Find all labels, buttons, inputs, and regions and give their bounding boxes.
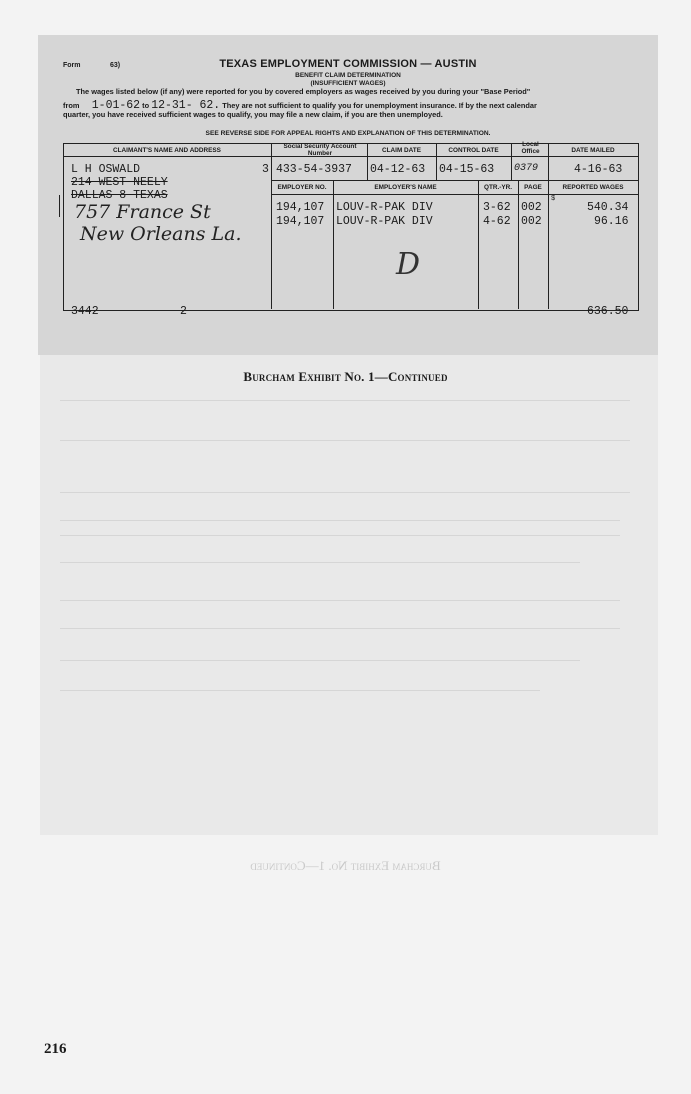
ssn-value: 433-54-3937: [276, 163, 352, 176]
benefit-claim-form: [38, 35, 658, 355]
handwritten-address-2: New Orleans La.: [80, 223, 242, 245]
period-start: 1-01-62: [91, 99, 141, 112]
col-divider: [478, 180, 479, 309]
claim-date-value: 04-12-63: [370, 163, 426, 176]
bleed-line: [60, 440, 630, 441]
exhibit-stamp-d: D: [396, 247, 421, 282]
form-title: TEXAS EMPLOYMENT COMMISSION — AUSTIN: [219, 58, 477, 70]
ssn-header: Social Security Account Number: [283, 143, 357, 157]
col-divider: [518, 180, 519, 309]
claimant-name: L H OSWALD: [71, 163, 141, 176]
date-mailed-header: DATE MAILED: [571, 147, 615, 154]
bleed-line: [60, 492, 630, 493]
footer-number: 2: [180, 305, 187, 318]
claimant-header: CLAIMANT'S NAME AND ADDRESS: [113, 147, 221, 154]
row2-employer-no: 194,107: [276, 215, 325, 228]
address-line-1: 214 WEST NEELY: [71, 176, 168, 189]
form-subtitle-note: (INSUFFICIENT WAGES): [310, 80, 386, 87]
notice-line-1: The wages listed below (if any) were reported for you by covered employers as wages received by you during your "Base Period": [76, 87, 531, 96]
row2-wages: 96.16: [594, 215, 629, 228]
employer-header-rule-top: [271, 180, 638, 181]
row1-wages: 540.34: [587, 201, 629, 214]
bleed-line: [60, 600, 620, 601]
col-divider: [333, 180, 334, 309]
period-end: 12-31- 62.: [151, 99, 221, 112]
form-label: Form: [63, 62, 81, 69]
digit-three: 3: [262, 163, 269, 176]
control-date-value: 04-15-63: [439, 163, 495, 176]
row2-page: 002: [521, 215, 542, 228]
exhibit-caption: Burcham Exhibit No. 1—Continued: [243, 369, 448, 384]
col-divider: [511, 143, 512, 180]
col-divider: [548, 143, 549, 309]
qtr-yr-header: QTR.-YR.: [483, 184, 513, 191]
page-header: PAGE: [524, 184, 542, 191]
see-reverse-note: SEE REVERSE SIDE FOR APPEAL RIGHTS AND EXPLANATION OF THIS DETERMINATION.: [205, 130, 491, 137]
row1-employer-name: LOUV-R-PAK DIV: [336, 201, 433, 214]
mirrored-caption: Burcham Exhibit No. 1—Continued: [250, 858, 441, 873]
row1-qtr: 3-62: [483, 201, 511, 214]
handwritten-address-1: 757 France St: [74, 201, 211, 223]
local-office-value: 0379: [514, 163, 539, 174]
notice-line-2-rest: They are not sufficient to qualify you for unemployment insurance. If by the next calendar: [222, 101, 537, 110]
handwritten-bracket: [59, 195, 60, 217]
bleed-line: [60, 690, 540, 691]
row2-employer-name: LOUV-R-PAK DIV: [336, 215, 433, 228]
local-office-header: Local Office: [521, 141, 540, 155]
to-label: to: [142, 101, 150, 110]
bleed-line: [60, 628, 620, 629]
bleed-line: [60, 400, 630, 401]
dollar-sign: $: [551, 195, 556, 203]
bleed-line: [60, 535, 620, 536]
notice-line-3: quarter, you have received sufficient wages to qualify, you may file a new claim, if you are then unemployed.: [63, 110, 443, 119]
employer-name-header: EMPLOYER'S NAME: [374, 184, 437, 191]
row2-qtr: 4-62: [483, 215, 511, 228]
page-number: 216: [44, 1041, 67, 1057]
bleed-line: [60, 520, 620, 521]
employer-header-rule-bottom: [271, 194, 638, 195]
form-number: 63): [110, 62, 121, 69]
reverse-bleed-through: [40, 355, 658, 835]
from-label: from: [63, 101, 80, 110]
total-wages: 636.50: [587, 305, 629, 318]
bleed-line: [60, 562, 580, 563]
row1-employer-no: 194,107: [276, 201, 325, 214]
row1-page: 002: [521, 201, 542, 214]
bleed-line: [60, 660, 580, 661]
form-subtitle: BENEFIT CLAIM DETERMINATION: [295, 72, 401, 79]
address-line-2: DALLAS 8 TEXAS: [71, 189, 168, 202]
reported-wages-header: REPORTED WAGES: [562, 184, 624, 191]
claim-date-header: CLAIM DATE: [382, 147, 421, 154]
employer-no-header: EMPLOYER NO.: [277, 184, 327, 191]
footer-code: 3442: [71, 305, 99, 318]
date-mailed-value: 4-16-63: [574, 163, 623, 176]
col-divider: [271, 143, 272, 309]
control-date-header: CONTROL DATE: [448, 147, 499, 154]
